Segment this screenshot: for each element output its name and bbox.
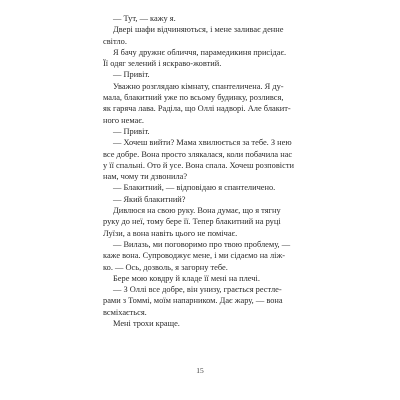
body-text (103, 13, 303, 329)
text-line: світло. (103, 36, 127, 46)
text-line: — Блакитний, — відповідаю я спантеличено. (113, 183, 276, 193)
text-line: руку до неї, тому бере її. Тепер блакитний на руці (103, 217, 281, 227)
text-line: — Тут, — кажу я. (113, 14, 176, 23)
text-line: ко. — Ось, дозволь, я загорну тебе. (103, 262, 228, 272)
page-number: 15 (196, 366, 204, 375)
text-line: — Привіт. (113, 126, 150, 136)
text-line: у її спальні. Ото й усе. Вона спала. Хочеш розповісти (103, 160, 294, 170)
text-line: — Привіт. (113, 70, 150, 80)
text-line: як гаряча лава. Раділа, що Оллі надворі. Але блакит- (103, 104, 291, 114)
text-line: мала, блакитний уже по всьому будинку, розлився, (103, 93, 284, 103)
text-line: Двері шафи відчиняються, і мене заливає денне (113, 25, 284, 35)
text-line: Луїзи, а вона навіть цього не помічає. (103, 228, 238, 238)
text-line: — Який блакитний? (113, 194, 186, 204)
text-line: Мені трохи краще. (113, 319, 180, 329)
text-line: — Вилазь, ми поговоримо про твою проблему, — (113, 239, 291, 249)
text-line: все добре. Вона просто злякалася, коли побачила нас (103, 149, 293, 159)
text-line: — Хочеш вийти? Мама хвилюється за тебе. З нею (113, 138, 292, 148)
text-line: Бере мою ковдру й кладе її мені на плечі. (113, 273, 260, 283)
text-line: всміхається. (103, 307, 147, 317)
text-line: Дивлюся на свою руку. Вона думає, що я тягну (113, 206, 281, 216)
text-line: ного немає. (103, 115, 145, 125)
text-line: — З Оллі все добре, він унизу, грається рестле- (113, 285, 282, 295)
text-line: нам, чому ти дзвонила? (103, 172, 188, 182)
text-line: Уважно розглядаю кімнату, спантеличена. Я ду- (113, 81, 284, 91)
text-line: Я бачу дружнє обличчя, парамедикиня присідає. (113, 47, 287, 57)
text-line: Її одяг зелений і яскраво-жовтий. (103, 59, 222, 69)
text-line: каже вона. Супроводжує мене, і ми сідаємо на ліж- (103, 251, 286, 261)
text-line: рами з Томмі, моїм напарником. Дає жару, — вона (103, 296, 283, 306)
